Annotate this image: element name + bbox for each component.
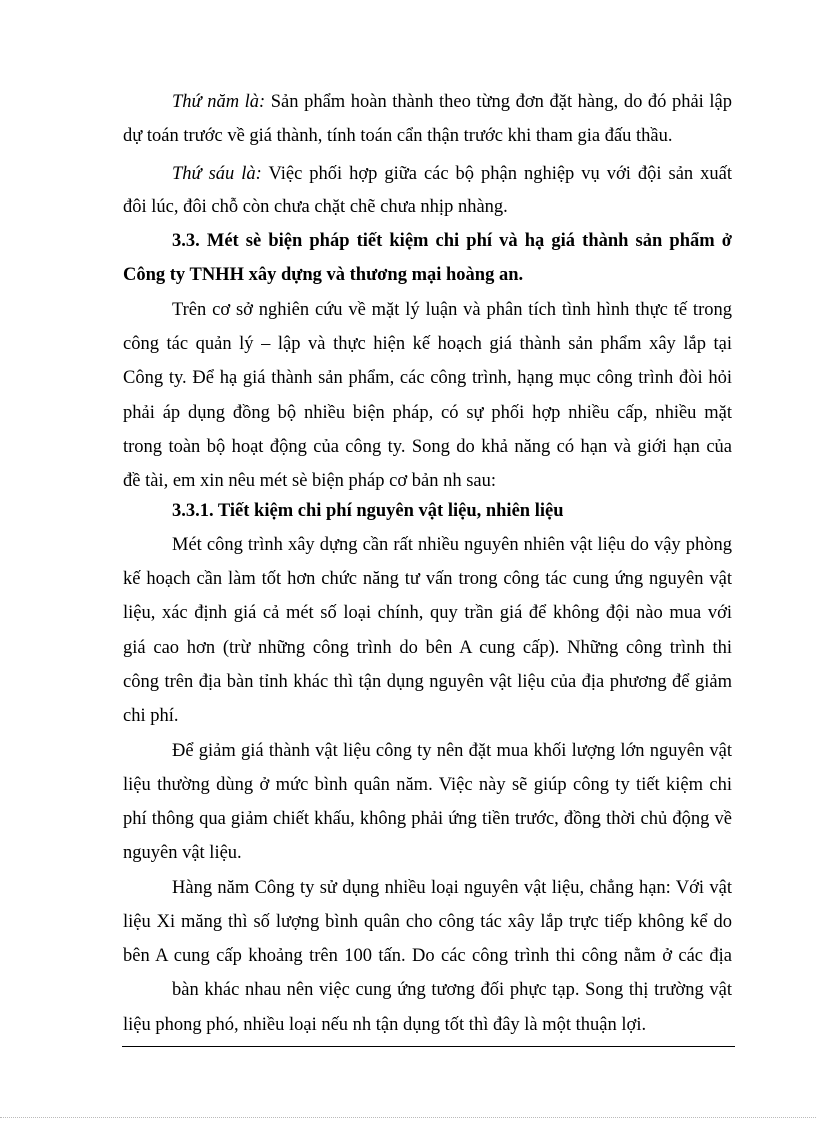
paragraph-text: Sản phẩm hoàn thành theo từng đơn đặt hàng, do đó phải lập (265, 92, 732, 112)
paragraph-text: Việc phối hợp giữa các bộ phận nghiệp vụ với đội sản xuất (261, 164, 732, 184)
paragraph-line: Hàng năm Công ty sử dụng nhiều loại nguyên vật liệu, chẳng hạn: Với vật (172, 878, 732, 898)
paragraph-line: phải áp dụng đồng bộ nhiều biện pháp, có sự phối hợp nhiều cấp, nhiều mặt (123, 403, 732, 423)
paragraph-line: bàn khác nhau nên việc cung ứng tương đối phực tạp. Song thị trường vật (172, 980, 732, 1000)
paragraph-line: Trên cơ sở nghiên cứu về mặt lý luận và phân tích tình hình thực tế trong (172, 300, 732, 320)
paragraph-line: phí thông qua giảm chiết khấu, không phải ứng tiền trước, đồng thời chủ động về (123, 809, 732, 829)
paragraph-line: Công ty. Để hạ giá thành sản phẩm, các công trình, hạng mục công trình đòi hỏi (123, 368, 732, 388)
paragraph-line: liệu, xác định giá cả mét số loại chính, quy trần giá để không đội nào mua với (123, 603, 732, 623)
paragraph-lead-label: Thứ năm là: (172, 92, 266, 112)
paragraph-line: liệu phong phó, nhiều loại nếu nh tận dụng tốt thì đây là một thuận lợi. (123, 1015, 647, 1035)
paragraph-line: liệu thường dùng ở mức bình quân năm. Việc này sẽ giúp công ty tiết kiệm chi (123, 775, 732, 795)
paragraph-line: Mét công trình xây dựng cần rất nhiều nguyên nhiên vật liệu do vậy phòng (172, 535, 732, 555)
paragraph-line: công trên địa bàn tỉnh khác thì tận dụng nguyên vật liệu của địa phương để giảm (123, 672, 732, 692)
paragraph-lead-label: Thứ sáu là: (172, 164, 262, 184)
paragraph-line: đề tài, em xin nêu mét sè biện pháp cơ bản nh sau: (123, 471, 496, 491)
section-heading-3-3-line-1: 3.3. Mét sè biện pháp tiết kiệm chi phí và hạ giá thành sản phẩm ở (172, 231, 732, 251)
paragraph-line: Để giảm giá thành vật liệu công ty nên đặt mua khối lượng lớn nguyên vật (172, 741, 732, 761)
paragraph-line: giá cao hơn (trừ những công trình do bên A cung cấp). Những công trình thi (123, 638, 732, 658)
paragraph-line: liệu Xi măng thì số lượng bình quân cho công tác xây lắp trực tiếp không kể do (123, 912, 732, 932)
paragraph-line: kế hoạch cần làm tốt hơn chức năng tư vấn trong công tác cung ứng nguyên vật (123, 569, 732, 589)
page-edge-dotted-line (0, 1117, 816, 1118)
paragraph-thu-nam-line-2: dự toán trước về giá thành, tính toán cẩn thận trước khi tham gia đấu thầu. (123, 126, 673, 146)
subsection-heading-3-3-1: 3.3.1. Tiết kiệm chi phí nguyên vật liệu, nhiên liệu (172, 501, 564, 521)
paragraph-line: trong toàn bộ hoạt động của công ty. Song do khả năng có hạn và giới hạn của (123, 437, 732, 457)
paragraph-line: bên A cung cấp khoảng trên 100 tấn. Do các công trình thi công nằm ở các địa (123, 946, 732, 966)
paragraph-thu-sau-line-2: đôi lúc, đôi chỗ còn chưa chặt chẽ chưa nhịp nhàng. (123, 197, 508, 217)
paragraph-thu-nam-line-1 (172, 90, 732, 114)
footer-rule (122, 1046, 735, 1047)
paragraph-line: công tác quản lý – lập và thực hiện kế hoạch giá thành sản phẩm xây lắp tại (123, 334, 732, 354)
section-heading-3-3-line-2: Công ty TNHH xây dựng và thương mại hoàng an. (123, 265, 524, 285)
paragraph-line: chi phí. (123, 706, 179, 726)
paragraph-line: nguyên vật liệu. (123, 843, 242, 863)
paragraph-thu-sau-line-1 (172, 162, 732, 186)
